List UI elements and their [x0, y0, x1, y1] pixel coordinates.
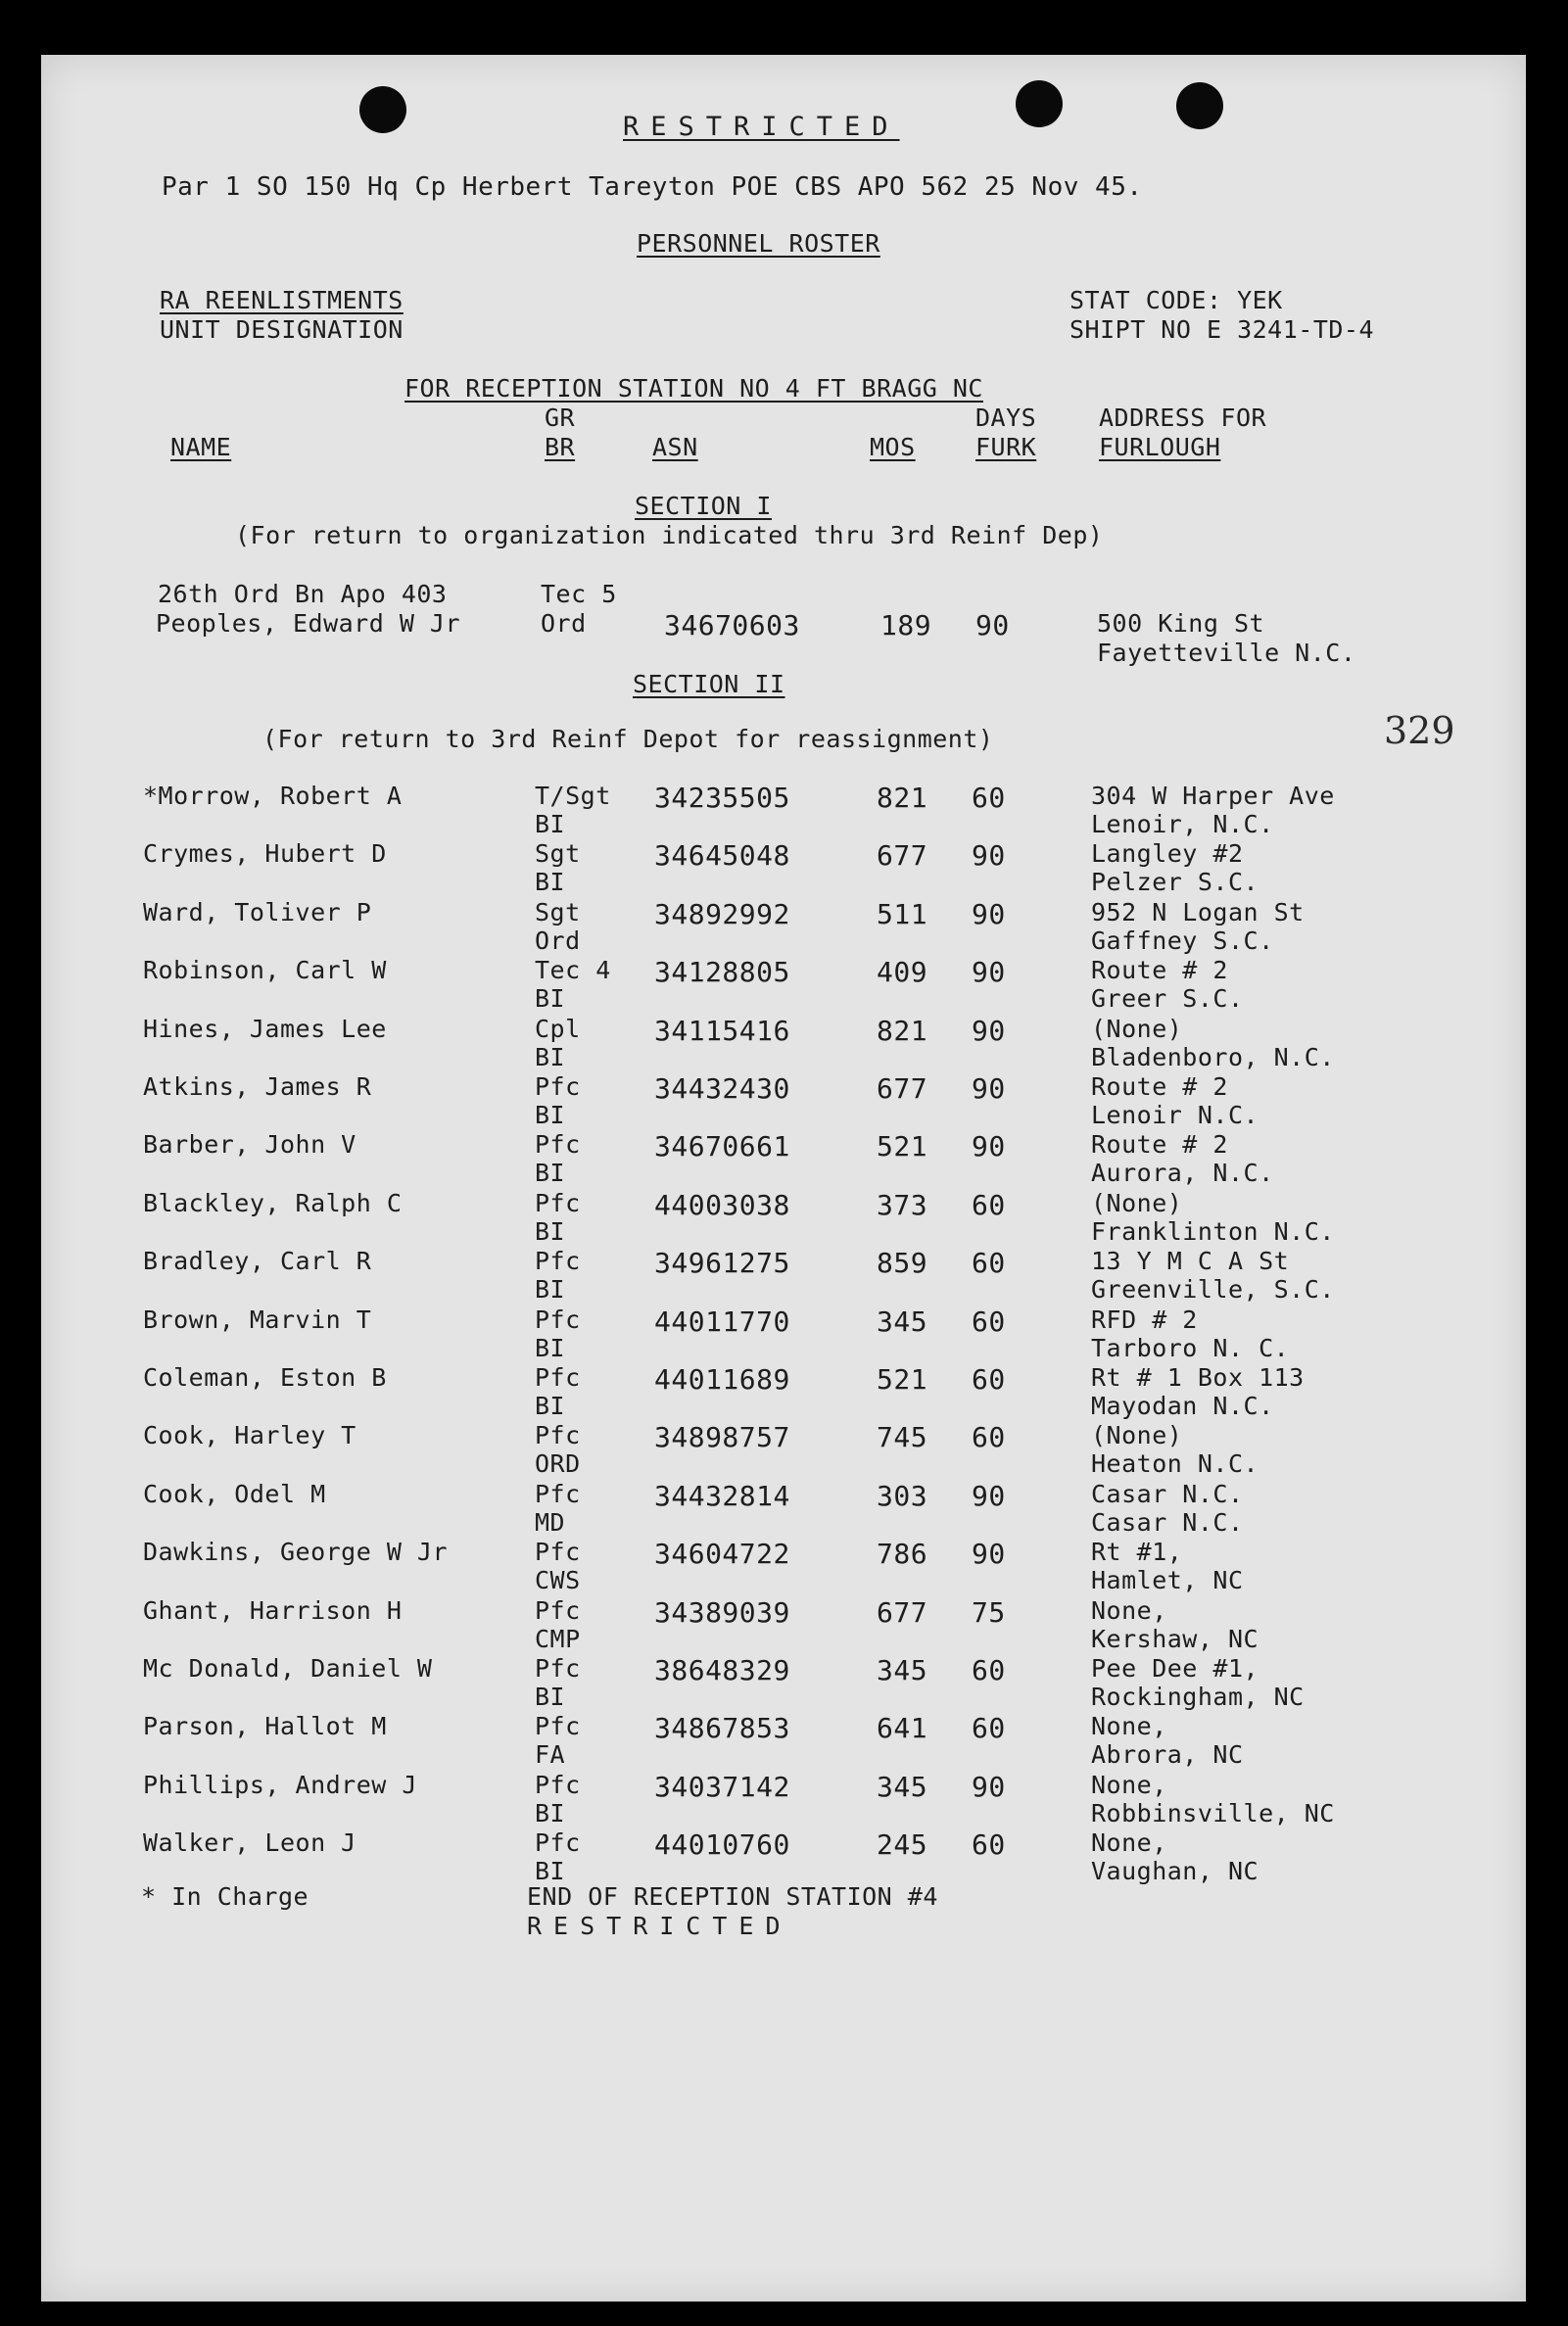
roster-grade: Pfc	[535, 1305, 581, 1334]
roster-branch: BI	[535, 1159, 566, 1188]
table-row	[0, 898, 1568, 957]
roster-branch: BI	[535, 1683, 566, 1711]
roster-address-line-1: 13 Y M C A St	[1091, 1247, 1290, 1276]
roster-address-line-1: None,	[1091, 1770, 1167, 1799]
column-header-name: NAME	[170, 433, 232, 461]
section-1-note: (For return to organization indicated thru 3rd Reinf Dep)	[235, 521, 1104, 549]
roster-branch: BI	[535, 1392, 566, 1420]
table-row	[0, 1015, 1568, 1073]
roster-address-line-2: Mayodan N.C.	[1091, 1392, 1274, 1420]
section-1-unit: 26th Ord Bn Apo 403	[158, 580, 448, 608]
roster-address-line-1: Rt # 1 Box 113	[1091, 1363, 1305, 1392]
roster-address-line-1: Rt #1,	[1091, 1538, 1183, 1567]
ra-reenlistments: RA REENLISTMENTS	[160, 286, 404, 314]
roster-days: 90	[972, 1130, 1006, 1163]
roster-name: Cook, Harley T	[143, 1421, 356, 1450]
roster-address-line-2: Lenoir, N.C.	[1091, 810, 1274, 838]
roster-name: Coleman, Eston B	[143, 1363, 387, 1392]
roster-address-line-2: Vaughan, NC	[1091, 1857, 1259, 1886]
table-row	[0, 1130, 1568, 1189]
roster-name: Ghant, Harrison H	[143, 1595, 403, 1625]
roster-grade: Pfc	[535, 1363, 581, 1392]
table-row	[0, 1189, 1568, 1248]
roster-name: *Morrow, Robert A	[143, 782, 403, 810]
roster-address-line-1: (None)	[1091, 1188, 1183, 1217]
roster-grade: Pfc	[535, 1130, 581, 1160]
roster-days: 60	[972, 1188, 1006, 1221]
unit-designation: UNIT DESIGNATION	[160, 315, 404, 344]
roster-mos: 373	[877, 1188, 928, 1221]
roster-address-line-1: RFD # 2	[1091, 1305, 1198, 1334]
table-row	[0, 1596, 1568, 1655]
roster-address-line-2: Kershaw, NC	[1091, 1624, 1259, 1653]
roster-branch: BI	[535, 1216, 566, 1246]
roster-name: Atkins, James R	[143, 1072, 372, 1101]
roster-days: 90	[972, 1072, 1006, 1105]
table-row	[0, 1072, 1568, 1131]
roster-address-line-1: Route # 2	[1091, 1072, 1228, 1101]
table-row	[0, 1363, 1568, 1422]
roster-branch: BI	[535, 984, 566, 1014]
column-header-days: DAYS	[975, 403, 1037, 432]
roster-branch: ORD	[535, 1449, 581, 1479]
roster-days: 60	[972, 1363, 1006, 1396]
roster-mos: 677	[877, 1072, 928, 1105]
roster-address-line-1: 952 N Logan St	[1091, 897, 1305, 926]
roster-asn: 34115416	[654, 1014, 790, 1047]
roster-branch: BI	[535, 1857, 566, 1886]
roster-address-line-1: 304 W Harper Ave	[1091, 782, 1335, 810]
roster-asn: 34037142	[654, 1770, 790, 1803]
end-of-roster-note: END OF RECEPTION STATION #4	[527, 1882, 938, 1911]
roster-mos: 677	[877, 839, 928, 873]
table-row	[0, 1771, 1568, 1829]
roster-grade: T/Sgt	[535, 782, 611, 810]
roster-days: 60	[972, 1247, 1006, 1280]
roster-name: Crymes, Hubert D	[143, 839, 387, 869]
roster-name: Phillips, Andrew J	[143, 1770, 417, 1799]
roster-address-line-1: Langley #2	[1091, 839, 1244, 869]
roster-days: 90	[972, 1479, 1006, 1512]
roster-address-line-1: Casar N.C.	[1091, 1479, 1244, 1508]
roster-grade: Pfc	[535, 1538, 581, 1567]
roster-address-line-2: Aurora, N.C.	[1091, 1159, 1274, 1188]
column-header-asn: ASN	[652, 433, 698, 461]
roster-name: Mc Donald, Daniel W	[143, 1654, 433, 1683]
roster-days: 60	[972, 782, 1006, 814]
roster-asn: 44011770	[654, 1305, 790, 1338]
roster-grade: Pfc	[535, 1712, 581, 1741]
roster-grade: Cpl	[535, 1014, 581, 1043]
column-header-gr: GR	[545, 403, 576, 432]
roster-branch: BI	[535, 868, 566, 897]
roster-mos: 409	[877, 956, 928, 989]
roster-days: 90	[972, 1538, 1006, 1571]
table-row	[0, 839, 1568, 898]
roster-asn: 44011689	[654, 1363, 790, 1396]
roster-address-line-1: Route # 2	[1091, 1130, 1228, 1160]
roster-address-line-2: Rockingham, NC	[1091, 1683, 1305, 1711]
roster-grade: Pfc	[535, 1247, 581, 1276]
roster-name: Robinson, Carl W	[143, 956, 387, 985]
section-1-days: 90	[975, 609, 1010, 641]
roster-mos: 859	[877, 1247, 928, 1280]
roster-branch: BI	[535, 1042, 566, 1071]
roster-grade: Sgt	[535, 897, 581, 926]
column-header-br: BR	[545, 433, 576, 461]
table-row	[0, 1421, 1568, 1480]
section-2-note: (For return to 3rd Reinf Depot for reassignment)	[262, 725, 994, 753]
roster-asn: 34432430	[654, 1072, 790, 1105]
roster-address-line-1: None,	[1091, 1595, 1167, 1625]
roster-branch: BI	[535, 810, 566, 838]
roster-branch: BI	[535, 1101, 566, 1129]
roster-asn: 34604722	[654, 1538, 790, 1571]
roster-asn: 34961275	[654, 1247, 790, 1280]
roster-address-line-2: Lenoir N.C.	[1091, 1101, 1259, 1129]
roster-days: 75	[972, 1595, 1006, 1629]
section-1-asn: 34670603	[664, 609, 800, 641]
roster-mos: 677	[877, 1595, 928, 1629]
punch-hole	[1016, 80, 1063, 127]
table-row	[0, 1247, 1568, 1305]
table-row	[0, 1712, 1568, 1771]
roster-name: Dawkins, George W Jr	[143, 1538, 449, 1567]
roster-address-line-2: Hamlet, NC	[1091, 1566, 1244, 1595]
roster-asn: 34898757	[654, 1421, 790, 1454]
roster-address-line-1: Route # 2	[1091, 956, 1228, 985]
roster-mos: 345	[877, 1305, 928, 1338]
roster-mos: 303	[877, 1479, 928, 1512]
roster-address-line-2: Heaton N.C.	[1091, 1449, 1259, 1479]
roster-address-line-2: Franklinton N.C.	[1091, 1216, 1335, 1246]
roster-address-line-1: (None)	[1091, 1014, 1183, 1043]
roster-days: 60	[972, 1421, 1006, 1454]
column-header-furk: FURK	[975, 433, 1037, 461]
roster-grade: Pfc	[535, 1595, 581, 1625]
roster-asn: 34128805	[654, 956, 790, 989]
roster-days: 90	[972, 1014, 1006, 1047]
roster-mos: 745	[877, 1421, 928, 1454]
roster-mos: 245	[877, 1828, 928, 1862]
roster-asn: 38648329	[654, 1654, 790, 1686]
roster-grade: Pfc	[535, 1421, 581, 1450]
section-1-branch: Ord	[541, 609, 587, 638]
roster-name: Ward, Toliver P	[143, 897, 372, 926]
roster-address-line-2: Bladenboro, N.C.	[1091, 1042, 1335, 1071]
table-row	[0, 1538, 1568, 1596]
roster-address-line-1: (None)	[1091, 1421, 1183, 1450]
order-line: Par 1 SO 150 Hq Cp Herbert Tareyton POE CBS APO 562 25 Nov 45.	[162, 172, 1143, 202]
roster-branch: FA	[535, 1740, 566, 1770]
roster-mos: 521	[877, 1130, 928, 1163]
stat-code: STAT CODE: YEK	[1069, 286, 1283, 314]
table-row	[0, 1480, 1568, 1539]
column-header-furlough: FURLOUGH	[1099, 433, 1221, 461]
destination-line: FOR RECEPTION STATION NO 4 FT BRAGG NC	[404, 374, 983, 403]
roster-days: 90	[972, 897, 1006, 930]
roster-grade: Tec 4	[535, 956, 611, 985]
roster-days: 90	[972, 956, 1006, 989]
roster-name: Brown, Marvin T	[143, 1305, 372, 1334]
roster-mos: 345	[877, 1654, 928, 1686]
roster-branch: BI	[535, 1333, 566, 1362]
roster-asn: 34235505	[654, 782, 790, 814]
roster-days: 60	[972, 1712, 1006, 1745]
roster-address-line-2: Casar N.C.	[1091, 1507, 1244, 1537]
column-header-address-for: ADDRESS FOR	[1099, 403, 1267, 432]
section-1-grade: Tec 5	[541, 580, 617, 608]
roster-name: Parson, Hallot M	[143, 1712, 387, 1741]
column-header-mos: MOS	[870, 433, 916, 461]
roster-address-line-2: Robbinsville, NC	[1091, 1798, 1335, 1828]
roster-branch: MD	[535, 1507, 566, 1537]
roster-mos: 821	[877, 1014, 928, 1047]
roster-grade: Pfc	[535, 1072, 581, 1101]
roster-asn: 34432814	[654, 1479, 790, 1512]
restricted-footer: RESTRICTED	[527, 1912, 792, 1940]
section-1-mos: 189	[880, 609, 932, 641]
shipment-number: SHIPT NO E 3241-TD-4	[1069, 315, 1375, 344]
roster-grade: Sgt	[535, 839, 581, 869]
roster-days: 90	[972, 1770, 1006, 1803]
roster-name: Hines, James Lee	[143, 1014, 387, 1043]
roster-address-line-1: Pee Dee #1,	[1091, 1654, 1259, 1683]
roster-address-line-2: Greer S.C.	[1091, 984, 1244, 1014]
roster-days: 60	[972, 1654, 1006, 1686]
roster-mos: 511	[877, 897, 928, 930]
roster-name: Walker, Leon J	[143, 1828, 356, 1858]
section-1-address-line-2: Fayetteville N.C.	[1097, 639, 1356, 667]
roster-name: Barber, John V	[143, 1130, 356, 1160]
roster-address-line-1: None,	[1091, 1828, 1167, 1858]
roster-address-line-2: Greenville, S.C.	[1091, 1275, 1335, 1305]
roster-grade: Pfc	[535, 1828, 581, 1858]
roster-address-line-1: None,	[1091, 1712, 1167, 1741]
in-charge-note: * In Charge	[141, 1882, 309, 1911]
roster-asn: 44010760	[654, 1828, 790, 1862]
roster-grade: Pfc	[535, 1654, 581, 1683]
roster-branch: Ord	[535, 926, 581, 955]
table-row	[0, 1828, 1568, 1887]
roster-address-line-2: Pelzer S.C.	[1091, 868, 1259, 897]
roster-name: Bradley, Carl R	[143, 1247, 372, 1276]
roster-grade: Pfc	[535, 1188, 581, 1217]
table-row	[0, 1654, 1568, 1713]
roster-days: 90	[972, 839, 1006, 873]
section-1-address-line-1: 500 King St	[1097, 609, 1265, 638]
roster-asn: 34389039	[654, 1595, 790, 1629]
table-row	[0, 1305, 1568, 1364]
roster-mos: 641	[877, 1712, 928, 1745]
page-title: PERSONNEL ROSTER	[637, 229, 880, 258]
section-1-title: SECTION I	[635, 492, 772, 520]
roster-asn: 34867853	[654, 1712, 790, 1745]
roster-branch: BI	[535, 1798, 566, 1828]
roster-days: 60	[972, 1305, 1006, 1338]
roster-branch: CWS	[535, 1566, 581, 1595]
roster-asn: 34670661	[654, 1130, 790, 1163]
roster-address-line-2: Tarboro N. C.	[1091, 1333, 1290, 1362]
roster-address-line-2: Gaffney S.C.	[1091, 926, 1274, 955]
roster-asn: 34892992	[654, 897, 790, 930]
table-row	[0, 782, 1568, 840]
roster-name: Blackley, Ralph C	[143, 1188, 403, 1217]
section-2-title: SECTION II	[633, 670, 785, 698]
roster-name: Cook, Odel M	[143, 1479, 326, 1508]
punch-hole	[1176, 82, 1223, 129]
roster-mos: 521	[877, 1363, 928, 1396]
table-row	[0, 956, 1568, 1015]
restricted-header: RESTRICTED	[623, 112, 900, 142]
section-1-name: Peoples, Edward W Jr	[156, 609, 461, 638]
roster-branch: CMP	[535, 1624, 581, 1653]
roster-asn: 34645048	[654, 839, 790, 873]
roster-address-line-2: Abrora, NC	[1091, 1740, 1244, 1770]
roster-days: 60	[972, 1828, 1006, 1862]
roster-branch: BI	[535, 1275, 566, 1305]
roster-mos: 345	[877, 1770, 928, 1803]
roster-mos: 786	[877, 1538, 928, 1571]
roster-asn: 44003038	[654, 1188, 790, 1221]
roster-grade: Pfc	[535, 1479, 581, 1508]
roster-grade: Pfc	[535, 1770, 581, 1799]
roster-mos: 821	[877, 782, 928, 814]
page-number: 329	[1384, 709, 1455, 752]
punch-hole	[359, 86, 406, 133]
